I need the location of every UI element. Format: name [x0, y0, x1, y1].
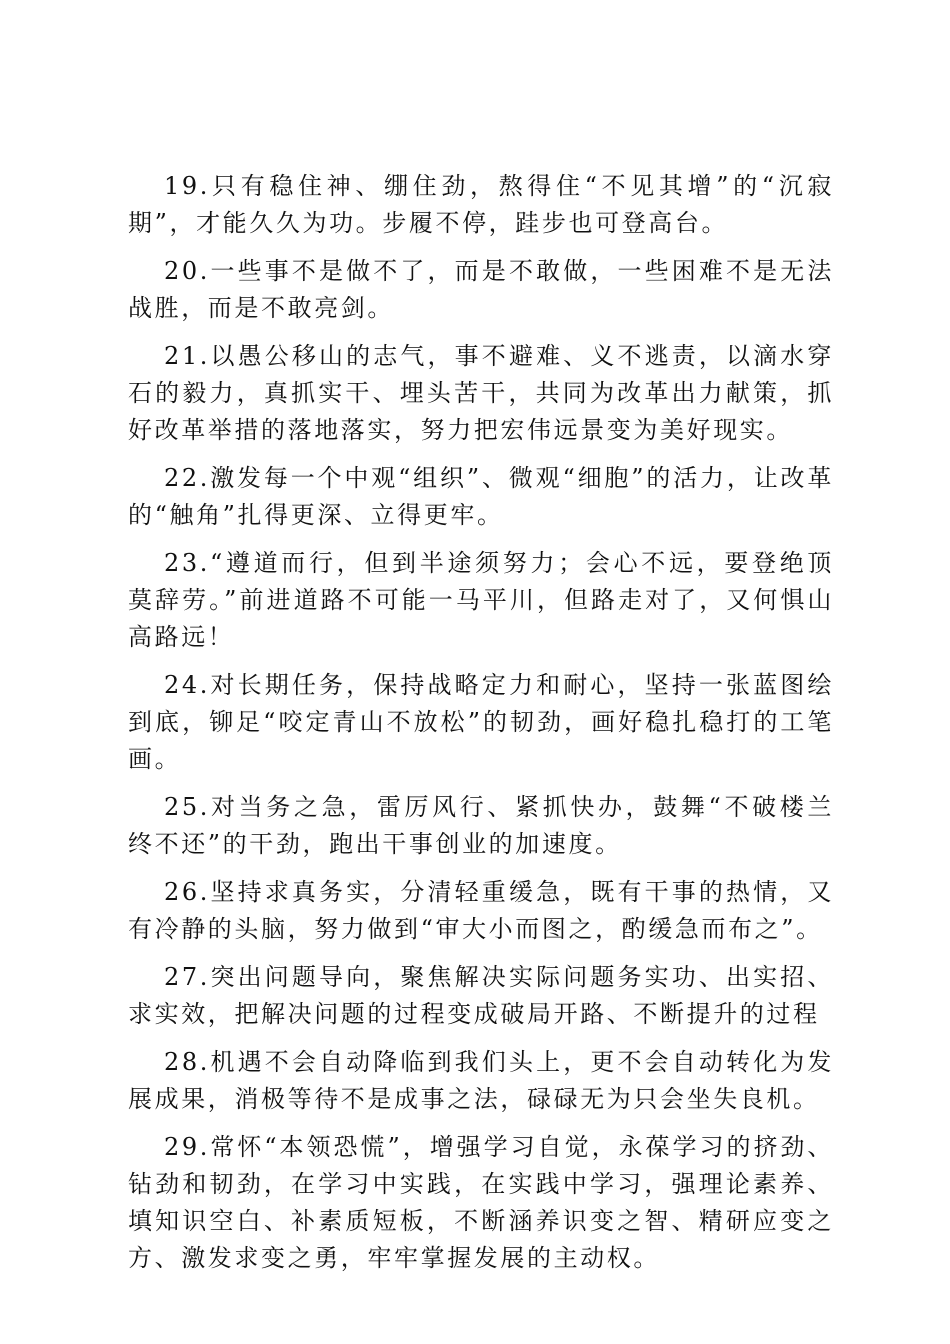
paragraph-21: 21.以愚公移山的志气，事不避难、义不逃责，以滴水穿石的毅力，真抓实干、埋头苦干，共同为改革出力献策，抓好改革举措的落地落实，努力把宏伟远景变为美好现实。 — [128, 342, 834, 444]
paragraph-22: 22.激发每一个中观“组织”、微观“细胞”的活力，让改革的“触角”扎得更深、立得更牢。 — [128, 464, 834, 529]
paragraph-29: 29.常怀“本领恐慌”，增强学习自觉，永葆学习的挤劲、钻劲和韧劲，在学习中实践，在实践中学习，强理论素养、填知识空白、补素质短板，不断涵养识变之智、精研应变之方、激发求变之勇，牢牢掌握发展的主动权。 — [128, 1133, 834, 1272]
paragraph-24: 24.对长期任务，保持战略定力和耐心，坚持一张蓝图绘到底，铆足“咬定青山不放松”的韧劲，画好稳扎稳打的工笔画。 — [128, 671, 834, 773]
paragraph-25: 25.对当务之急，雷厉风行、紧抓快办，鼓舞“不破楼兰终不还”的干劲，跑出干事创业的加速度。 — [128, 793, 834, 858]
paragraph-19: 19.只有稳住神、绷住劲，熬得住“不见其增”的“沉寂期”，才能久久为功。步履不停，跬步也可登高台。 — [128, 172, 834, 237]
paragraph-23: 23.“遵道而行，但到半途须努力；会心不远，要登绝顶莫辞劳。”前进道路不可能一马平川，但路走对了，又何惧山高路远！ — [128, 549, 834, 651]
paragraph-27: 27.突出问题导向，聚焦解决实际问题务实功、出实招、求实效，把解决问题的过程变成破局开路、不断提升的过程 — [128, 963, 834, 1028]
document-body — [128, 168, 834, 1288]
paragraph-26: 26.坚持求真务实，分清轻重缓急，既有干事的热情，又有冷静的头脑，努力做到“审大小而图之，酌缓急而布之”。 — [128, 878, 834, 943]
paragraph-28: 28.机遇不会自动降临到我们头上，更不会自动转化为发展成果，消极等待不是成事之法，碌碌无为只会坐失良机。 — [128, 1048, 834, 1113]
paragraph-20: 20.一些事不是做不了，而是不敢做，一些困难不是无法战胜，而是不敢亮剑。 — [128, 257, 834, 322]
